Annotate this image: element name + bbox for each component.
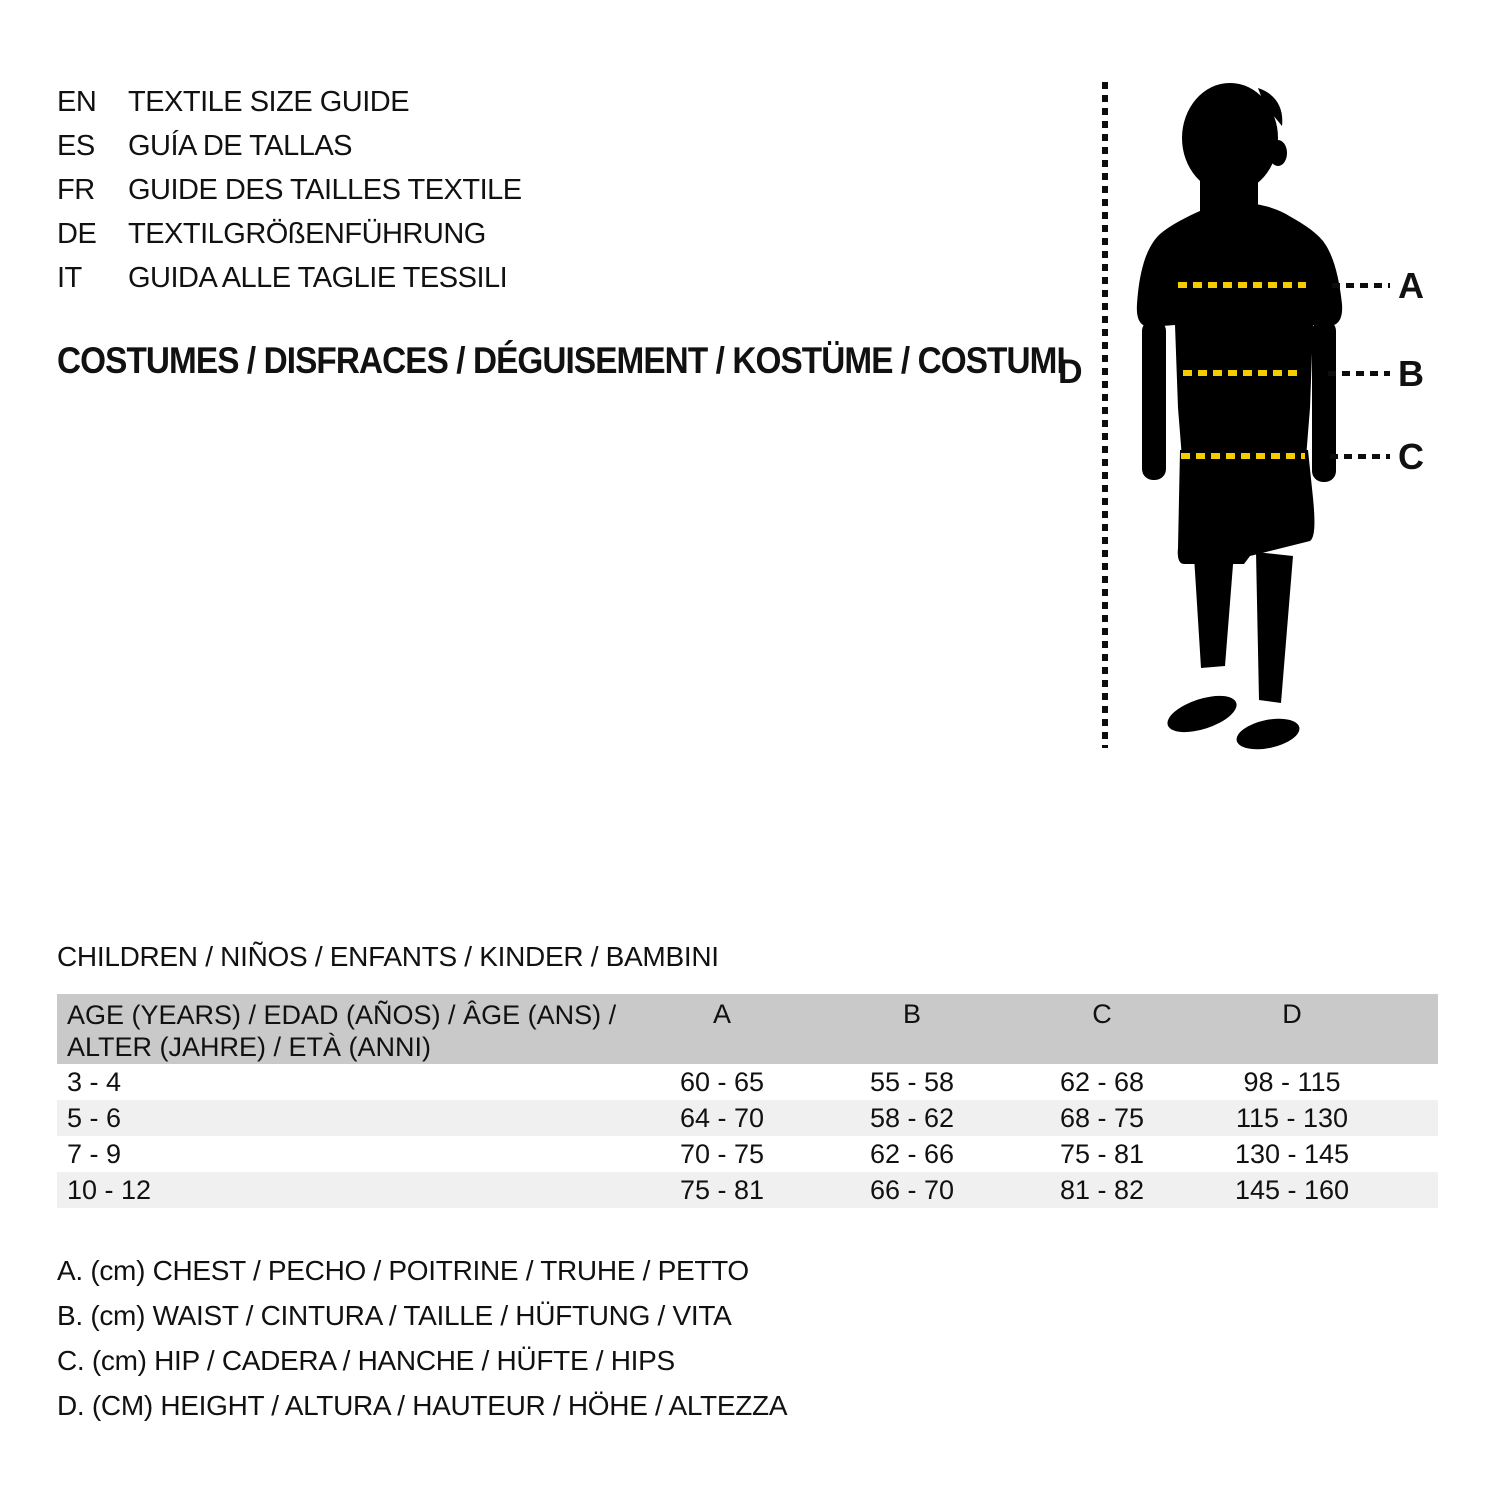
chest-range: 75 - 81 xyxy=(679,1175,765,1205)
language-code: IT xyxy=(57,262,82,294)
child-silhouette-icon xyxy=(1130,78,1390,750)
height-range: 145 - 160 xyxy=(1234,1175,1350,1205)
language-code: ES xyxy=(57,130,95,162)
language-code: FR xyxy=(57,174,95,206)
legend-chest: A. (cm) CHEST / PECHO / POITRINE / TRUHE / PETTO xyxy=(57,1255,749,1286)
column-header-a: A xyxy=(712,999,731,1029)
age-range: 3 - 4 xyxy=(67,1067,122,1097)
guide-title: GUÍA DE TALLAS xyxy=(128,130,353,162)
legend-hip: C. (cm) HIP / CADERA / HANCHE / HÜFTE / HIPS xyxy=(57,1345,675,1376)
list-item xyxy=(57,168,522,212)
guide-title: TEXTILE SIZE GUIDE xyxy=(128,86,410,118)
guide-title: TEXTILGRÖßENFÜHRUNG xyxy=(128,218,486,250)
language-title-list xyxy=(57,80,522,300)
waist-leader-dash xyxy=(1328,371,1390,376)
legend-waist: B. (cm) WAIST / CINTURA / TAILLE / HÜFTUNG / VITA xyxy=(57,1300,732,1331)
language-code: DE xyxy=(57,218,97,250)
list-item xyxy=(57,212,522,256)
waist-range: 62 - 66 xyxy=(869,1139,955,1169)
column-header-b: B xyxy=(902,999,921,1029)
hip-leader-dash xyxy=(1330,454,1390,459)
measurement-legend xyxy=(57,1248,787,1428)
guide-title: GUIDE DES TAILLES TEXTILE xyxy=(128,174,522,206)
age-header-line1: AGE (YEARS) / EDAD (AÑOS) / ÂGE (ANS) / xyxy=(67,1000,617,1030)
age-range: 10 - 12 xyxy=(67,1175,152,1205)
chest-leader-dash xyxy=(1332,283,1390,288)
chest-range: 60 - 65 xyxy=(679,1067,765,1097)
height-range: 115 - 130 xyxy=(1235,1103,1349,1133)
table-row xyxy=(57,1172,1438,1208)
language-code: EN xyxy=(57,86,97,118)
height-measure-line xyxy=(1102,82,1108,748)
list-item xyxy=(57,80,522,124)
chest-range: 70 - 75 xyxy=(679,1139,765,1169)
hip-range: 75 - 81 xyxy=(1059,1139,1145,1169)
age-column-header xyxy=(57,994,627,1064)
section-title-children: CHILDREN / NIÑOS / ENFANTS / KINDER / BAMBINI xyxy=(57,941,719,972)
table-row xyxy=(57,1064,1438,1100)
hip-range: 68 - 75 xyxy=(1059,1103,1145,1133)
measure-label-c: C xyxy=(1398,436,1424,477)
waist-range: 58 - 62 xyxy=(869,1103,955,1133)
chest-range: 64 - 70 xyxy=(679,1103,765,1133)
hip-range: 81 - 82 xyxy=(1059,1175,1145,1205)
table-header-row xyxy=(57,994,1438,1064)
measure-label-b: B xyxy=(1398,353,1424,394)
column-header-d: D xyxy=(1282,999,1302,1029)
age-range: 5 - 6 xyxy=(67,1103,122,1133)
hip-range: 62 - 68 xyxy=(1059,1067,1145,1097)
table-row xyxy=(57,1136,1438,1172)
category-title: COSTUMES / DISFRACES / DÉGUISEMENT / KOSTÜME / COSTUMI xyxy=(57,340,1065,381)
height-range: 98 - 115 xyxy=(1243,1067,1341,1097)
measure-label-d: D xyxy=(1058,353,1083,391)
chest-measure-dash xyxy=(1178,282,1306,288)
table-row xyxy=(57,1100,1438,1136)
size-table xyxy=(57,994,1438,1208)
legend-height: D. (CM) HEIGHT / ALTURA / HAUTEUR / HÖHE / ALTEZZA xyxy=(57,1390,788,1421)
list-item xyxy=(57,256,522,300)
waist-measure-dash xyxy=(1183,370,1299,376)
guide-title: GUIDA ALLE TAGLIE TESSILI xyxy=(128,262,508,294)
measure-label-a: A xyxy=(1398,265,1424,306)
age-header-line2: ALTER (JAHRE) / ETÀ (ANNI) xyxy=(67,1032,432,1062)
hip-measure-dash xyxy=(1181,453,1305,459)
age-range: 7 - 9 xyxy=(67,1139,122,1169)
waist-range: 55 - 58 xyxy=(869,1067,955,1097)
list-item xyxy=(57,124,522,168)
waist-range: 66 - 70 xyxy=(869,1175,955,1205)
height-range: 130 - 145 xyxy=(1234,1139,1350,1169)
column-header-c: C xyxy=(1092,999,1112,1029)
